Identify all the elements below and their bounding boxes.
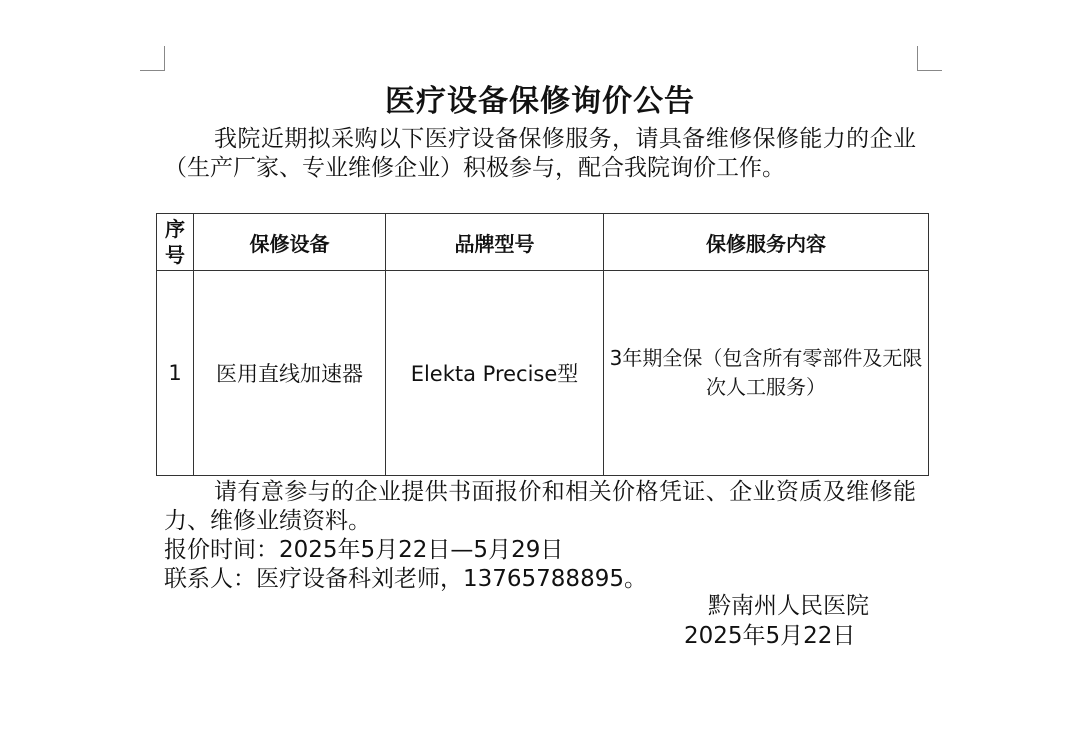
intro-paragraph: 我院近期拟采购以下医疗设备保修服务，请具备维修保修能力的企业（生产厂家、专业维修企业）积极参与，配合我院询价工作。 xyxy=(164,126,916,181)
table-header-row xyxy=(157,214,929,271)
request-paragraph: 请有意参与的企业提供书面报价和相关价格凭证、企业资质及维修能力、维修业绩资料。 xyxy=(164,479,916,534)
header-device: 保修设备 xyxy=(194,214,386,271)
contact-info: 联系人：医疗设备科刘老师，13765788895。 xyxy=(164,566,647,592)
cell-service-content: 3年期全保（包含所有零部件及无限次人工服务） xyxy=(604,271,929,476)
cell-brand-model: Elekta Precise型 xyxy=(386,271,604,476)
header-serial-number: 序号 xyxy=(157,214,194,271)
cell-device: 医用直线加速器 xyxy=(194,271,386,476)
equipment-table xyxy=(156,213,929,476)
crop-mark-top-left xyxy=(140,46,165,71)
table-row xyxy=(157,271,929,476)
signature-organization: 黔南州人民医院 xyxy=(708,593,869,619)
page-title: 医疗设备保修询价公告 xyxy=(385,84,695,119)
signature-date: 2025年5月22日 xyxy=(684,623,856,649)
crop-mark-top-right xyxy=(917,46,942,71)
header-brand-model: 品牌型号 xyxy=(386,214,604,271)
header-service-content: 保修服务内容 xyxy=(604,214,929,271)
quote-deadline: 报价时间：2025年5月22日—5月29日 xyxy=(164,537,564,563)
cell-serial-number: 1 xyxy=(157,271,194,476)
